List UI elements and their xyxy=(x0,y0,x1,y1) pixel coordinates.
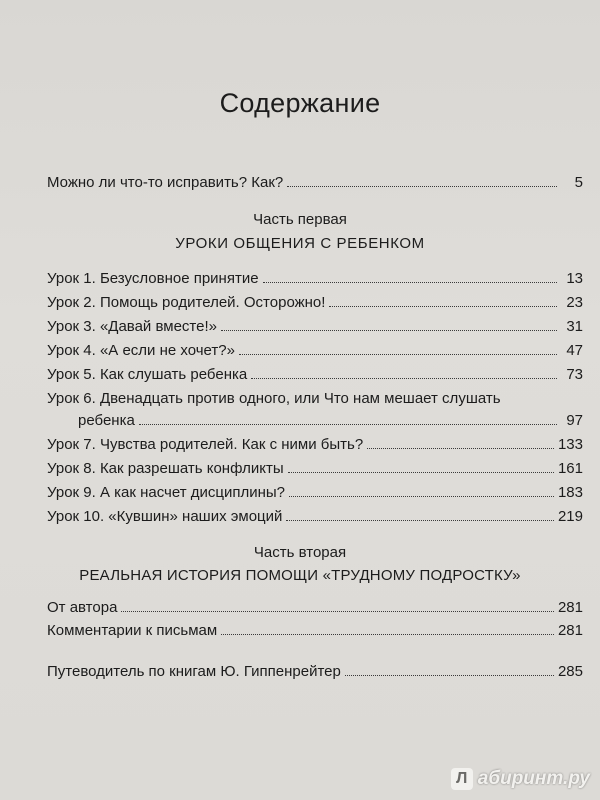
toc-page-number: 281 xyxy=(557,599,583,616)
dot-leader xyxy=(329,292,557,307)
toc-entry-text: ребенка xyxy=(78,412,135,429)
toc-entry-text: Урок 10. «Кувшин» наших эмоций xyxy=(47,508,283,525)
toc-page-number: 5 xyxy=(574,174,583,191)
toc-entry-intro xyxy=(47,172,583,194)
toc-entry-guide xyxy=(47,661,583,683)
part-title: УРОКИ ОБЩЕНИЯ С РЕБЕНКОМ xyxy=(175,235,425,252)
toc-entry-text: Урок 4. «А если не хочет?» xyxy=(47,342,235,359)
toc-page-number: 161 xyxy=(557,460,583,477)
dot-leader xyxy=(221,620,554,635)
toc-entry xyxy=(47,506,583,528)
toc-entry-text: Урок 8. Как разрешать конфликты xyxy=(47,460,284,477)
page-title: Содержание xyxy=(219,88,381,118)
toc-entry xyxy=(47,620,583,642)
dot-leader xyxy=(286,506,554,521)
toc-page-number: 285 xyxy=(557,663,583,680)
toc-page-number: 23 xyxy=(566,294,583,311)
toc-entry-text: Путеводитель по книгам Ю. Гиппенрейтер xyxy=(47,663,341,680)
toc-entry-text: Урок 2. Помощь родителей. Осторожно! xyxy=(47,294,326,311)
toc-entry-text: Урок 5. Как слушать ребенка xyxy=(47,366,248,383)
part-title: РЕАЛЬНАЯ ИСТОРИЯ ПОМОЩИ «ТРУДНОМУ ПОДРОСТКУ» xyxy=(79,567,521,584)
toc-page-number: 97 xyxy=(566,412,583,429)
site-watermark xyxy=(451,768,590,790)
toc-entry-text: Урок 3. «Давай вместе!» xyxy=(47,318,217,335)
toc-entry-text: Урок 9. А как насчет дисциплины? xyxy=(47,484,286,501)
toc-entry xyxy=(47,316,583,338)
toc-entry xyxy=(47,364,583,386)
toc-entry xyxy=(47,458,583,480)
dot-leader xyxy=(367,434,554,449)
toc-entry-text: Можно ли что-то исправить? Как? xyxy=(47,174,284,191)
dot-leader xyxy=(287,172,557,187)
toc-page-number: 219 xyxy=(557,508,583,525)
labirint-logo-icon: Л xyxy=(451,768,473,790)
toc-page-number: 73 xyxy=(566,366,583,383)
toc-entry xyxy=(47,597,583,619)
watermark-text: абиринт.ру xyxy=(477,768,590,789)
toc-entry-text: Урок 6. Двенадцать против одного, или Что нам мешает слушать xyxy=(47,390,501,407)
dot-leader xyxy=(288,458,554,473)
toc-entry xyxy=(47,434,583,456)
dot-leader xyxy=(251,364,557,379)
toc-page-number: 31 xyxy=(566,318,583,335)
toc-page-number: 183 xyxy=(557,484,583,501)
dot-leader xyxy=(239,340,557,355)
toc-entry-text: Урок 7. Чувства родителей. Как с ними быть? xyxy=(47,436,364,453)
part-label: Часть первая xyxy=(253,211,347,228)
toc-entry xyxy=(47,340,583,362)
toc-page-number: 133 xyxy=(557,436,583,453)
toc-entry-text: От автора xyxy=(47,599,118,616)
toc-entry xyxy=(47,292,583,314)
dot-leader xyxy=(263,268,557,283)
toc-entry xyxy=(47,482,583,504)
toc-entry-text: Урок 1. Безусловное принятие xyxy=(47,270,259,287)
dot-leader xyxy=(121,597,554,612)
toc-page-number: 47 xyxy=(566,342,583,359)
dot-leader xyxy=(221,316,557,331)
toc-entry-continued xyxy=(78,410,583,432)
dot-leader xyxy=(345,661,554,676)
dot-leader xyxy=(289,482,554,497)
toc-entry-text: Комментарии к письмам xyxy=(47,622,218,639)
toc-page-number: 281 xyxy=(557,622,583,639)
toc-entry xyxy=(47,388,583,410)
toc-page-number: 13 xyxy=(566,270,583,287)
part-label: Часть вторая xyxy=(253,544,347,561)
dot-leader xyxy=(139,410,557,425)
toc-entry xyxy=(47,268,583,290)
